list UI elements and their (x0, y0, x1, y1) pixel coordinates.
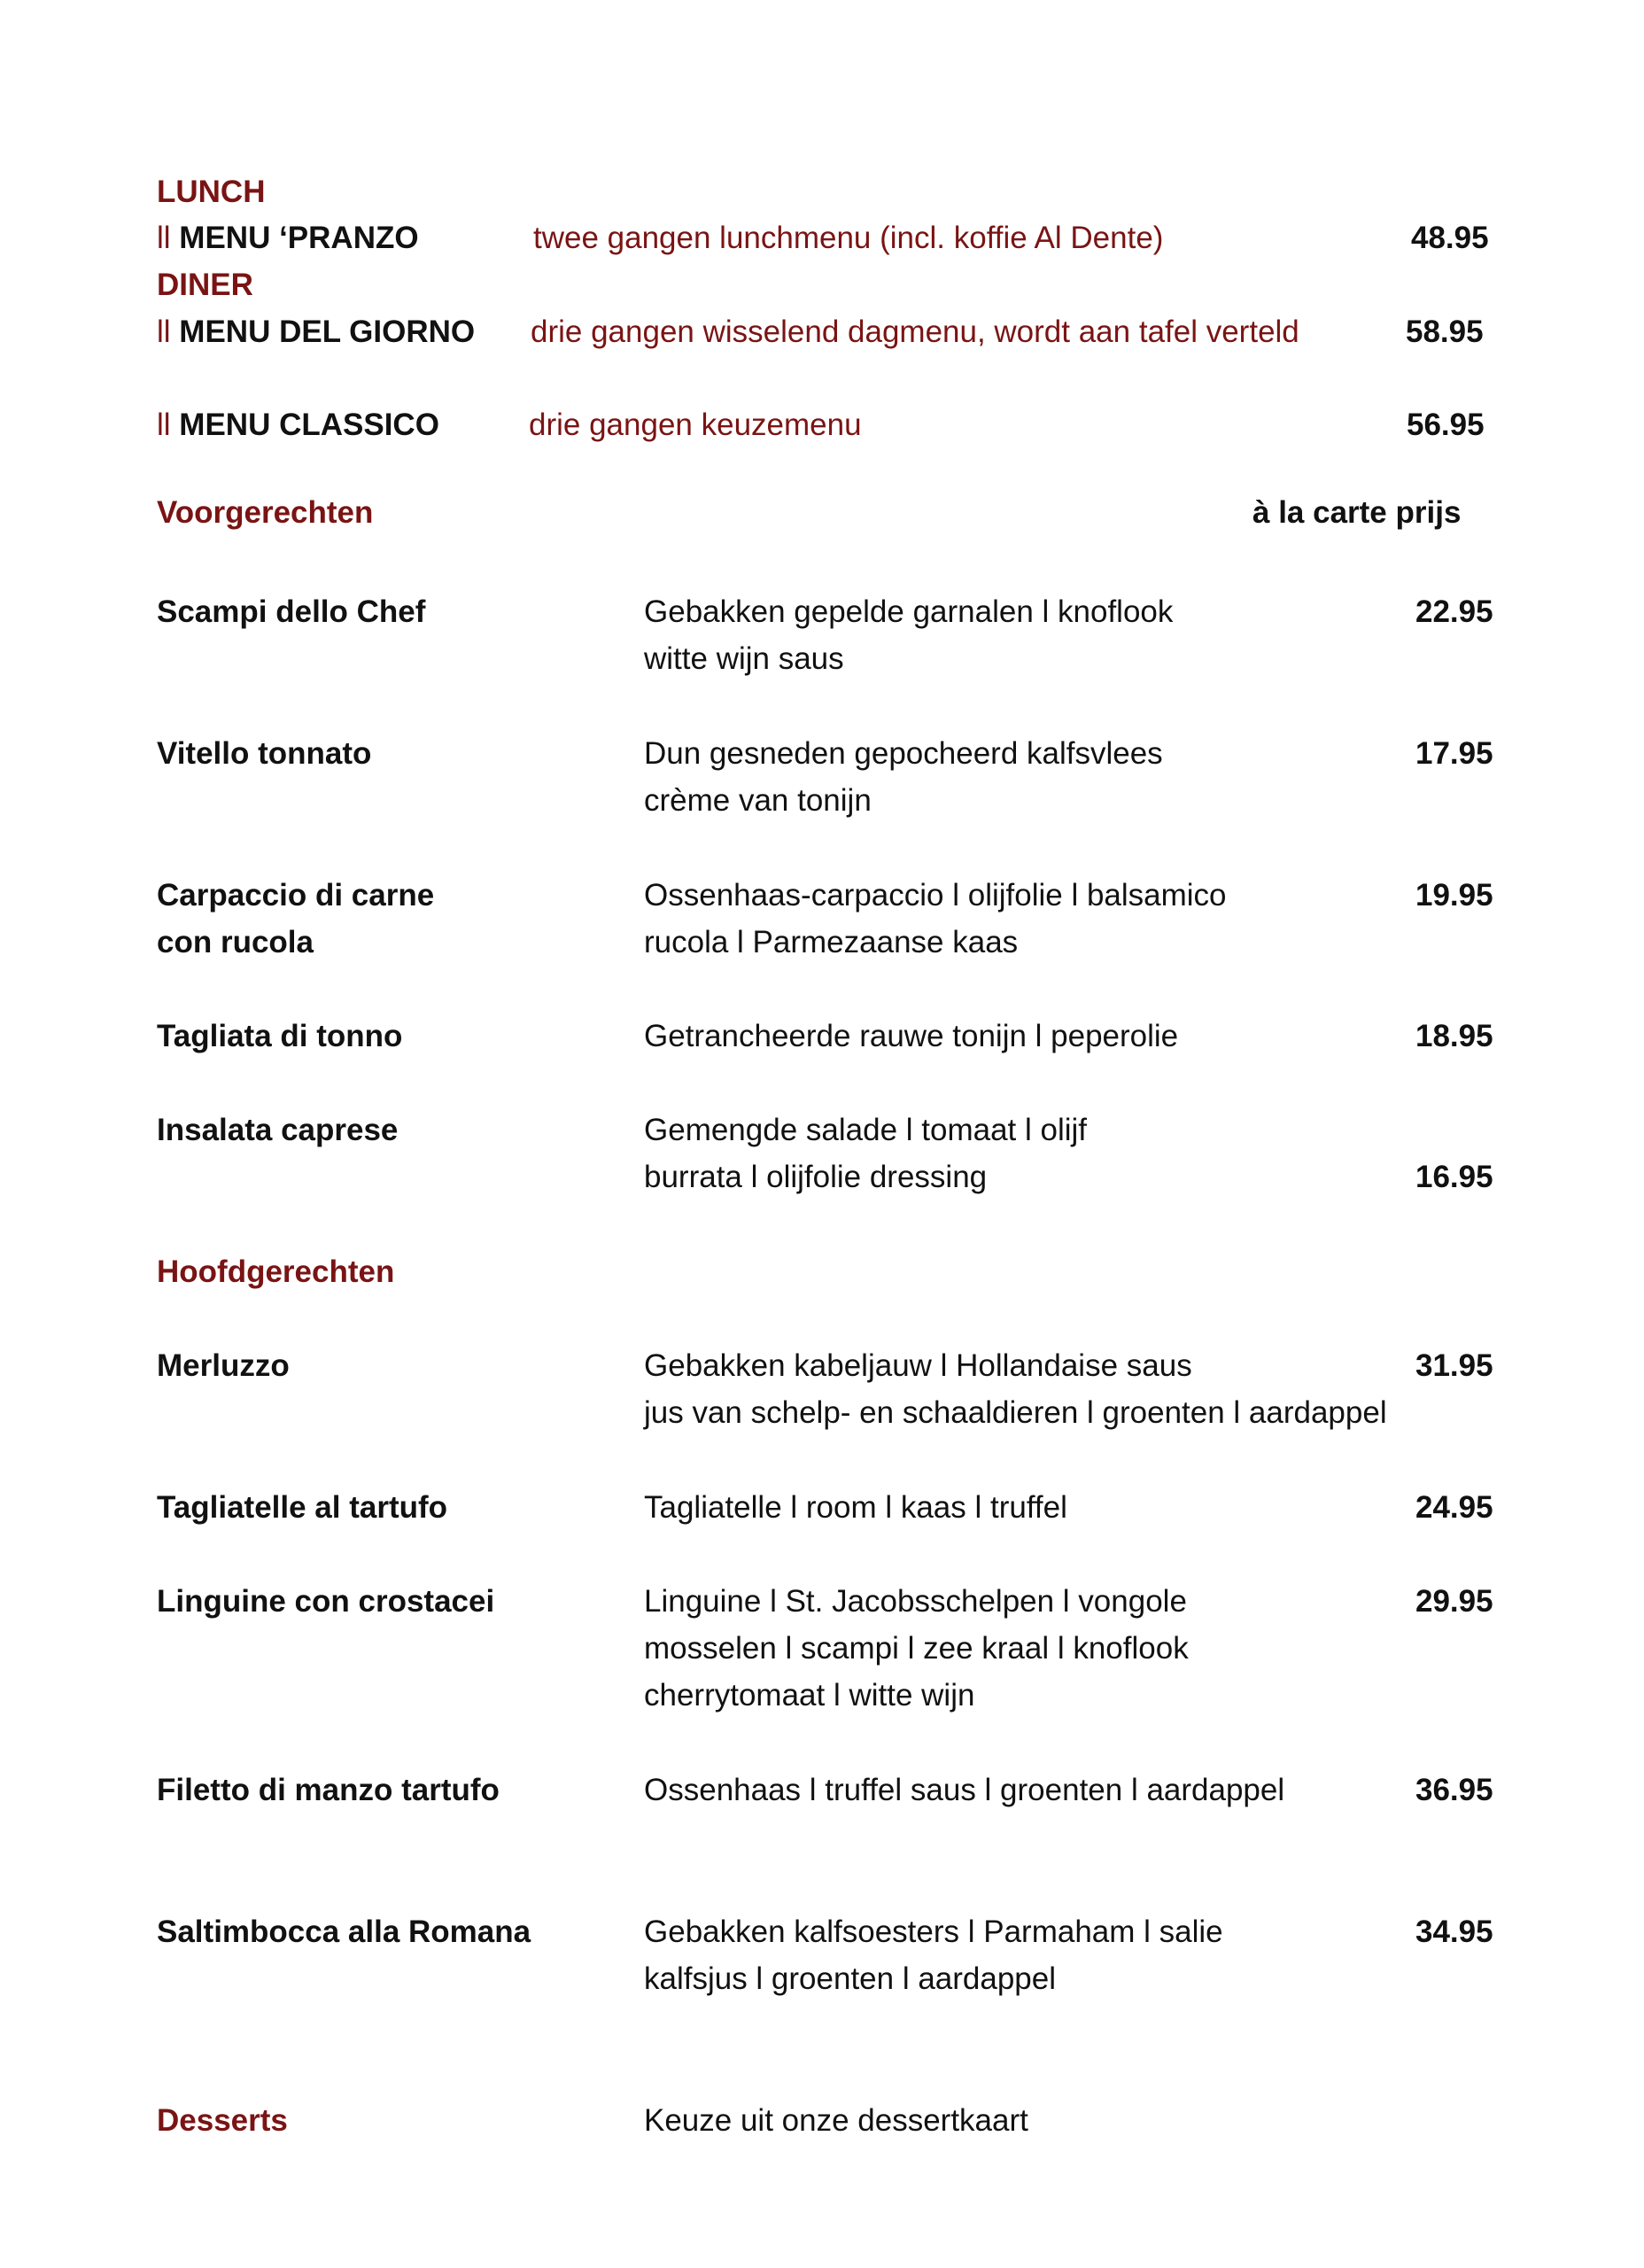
dish-price: 36.95 (1415, 1773, 1493, 1807)
dish-description: Ossenhaas l truffel saus l groenten l aardappel (644, 1773, 1285, 1807)
dish-name: Tagliata di tonno (157, 1019, 403, 1053)
dish-name: Scampi dello Chef (157, 594, 426, 629)
dish-description: Getrancheerde rauwe tonijn l peperolie (644, 1019, 1179, 1053)
dish-price: 34.95 (1415, 1915, 1493, 1949)
dish-name: Carpaccio di carne con rucola (157, 878, 435, 959)
set-menu-price: 56.95 (1407, 408, 1485, 442)
set-menu-price: 48.95 (1411, 221, 1489, 255)
set-menu-name (157, 222, 419, 253)
set-menu-description: drie gangen wisselend dagmenu, wordt aan tafel verteld (531, 315, 1299, 349)
dish-name: Vitello tonnato (157, 736, 372, 771)
section-title-hoofdgerechten: Hoofdgerechten (157, 1254, 395, 1289)
price-column-header: à la carte prijs (1252, 495, 1462, 530)
dish-price: 19.95 (1415, 878, 1493, 913)
dish-description: Tagliatelle l room l kaas l truffel (644, 1490, 1067, 1525)
dish-description: Ossenhaas-carpaccio l olijfolie l balsamico rucola l Parmezaanse kaas (644, 878, 1227, 959)
set-menu-label: MENU DEL GIORNO (179, 315, 476, 349)
dish-name: Filetto di manzo tartufo (157, 1773, 500, 1807)
dish-price: 18.95 (1415, 1019, 1493, 1053)
section-title-voorgerechten: Voorgerechten (157, 495, 374, 530)
dish-description: Dun gesneden gepocheerd kalfsvlees crème van tonijn (644, 736, 1163, 818)
diner-heading: DINER (157, 268, 253, 302)
set-menu-price: 58.95 (1406, 315, 1484, 349)
dish-price: 24.95 (1415, 1490, 1493, 1525)
dish-name: Linguine con crostacei (157, 1584, 495, 1619)
dish-price: 29.95 (1415, 1584, 1493, 1619)
dish-price: 22.95 (1415, 594, 1493, 629)
dish-description: Gemengde salade l tomaat l olijf burrata l olijfolie dressing (644, 1113, 1087, 1194)
set-menu-name (157, 409, 439, 440)
dish-description: Linguine l St. Jacobsschelpen l vongole mosselen l scampi l zee kraal l knoflook cherrytomaat l witte wijn (644, 1584, 1189, 1713)
set-menu-name (157, 316, 475, 347)
dish-description: Gebakken kalfsoesters l Parmaham l salie kalfsjus l groenten l aardappel (644, 1915, 1223, 1996)
section-title-desserts: Desserts (157, 2103, 288, 2138)
dish-name: Tagliatelle al tartufo (157, 1490, 448, 1525)
lunch-heading: LUNCH (157, 175, 266, 209)
set-menu-label: MENU ‘PRANZO (179, 221, 419, 255)
set-menu-label: MENU CLASSICO (179, 408, 439, 442)
desserts-description: Keuze uit onze dessertkaart (644, 2103, 1028, 2138)
dish-description: Gebakken kabeljauw l Hollandaise saus jus van schelp- en schaaldieren l groenten l aardappel (644, 1348, 1387, 1430)
dish-name: Merluzzo (157, 1348, 290, 1383)
menu-prefix: ll (157, 408, 171, 442)
dish-price: 16.95 (1415, 1160, 1493, 1194)
dish-name: Saltimbocca alla Romana (157, 1915, 531, 1949)
set-menu-description: twee gangen lunchmenu (incl. koffie Al Dente) (533, 221, 1164, 255)
dish-description: Gebakken gepelde garnalen l knoflook witte wijn saus (644, 594, 1174, 676)
dish-name: Insalata caprese (157, 1113, 399, 1147)
dish-price: 31.95 (1415, 1348, 1493, 1383)
menu-prefix: ll (157, 221, 171, 255)
menu-prefix: ll (157, 315, 171, 349)
dish-price: 17.95 (1415, 736, 1493, 771)
set-menu-description: drie gangen keuzemenu (529, 408, 862, 442)
